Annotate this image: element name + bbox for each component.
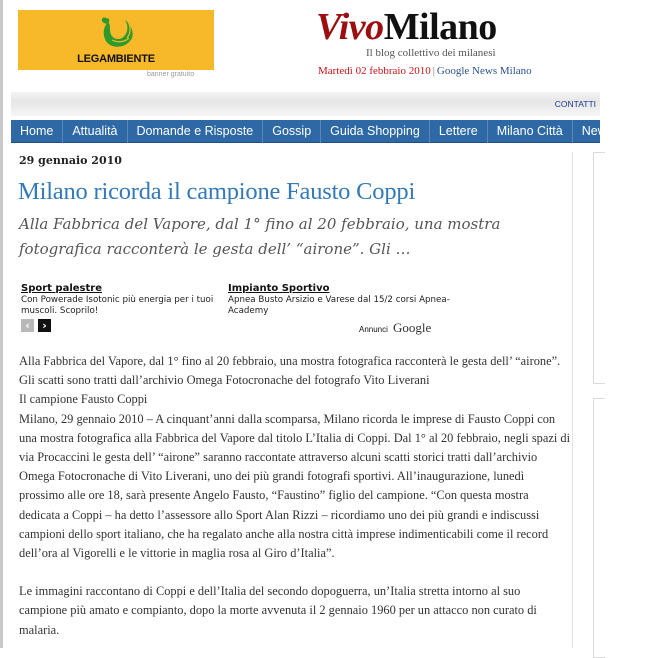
banner-note: banner gratuito [147,71,195,78]
nav-item-lettere[interactable]: Lettere [430,120,488,143]
sidebar-widget-box-2 [593,398,605,658]
main-nav [11,120,644,143]
ad-item [228,283,453,317]
contatti-link[interactable]: CONTATTI [554,99,596,109]
page-left-border [0,0,3,648]
utility-bar [11,92,600,116]
google-logo-text: Google [393,320,432,335]
article-paragraph: Gli scatti sono tratti dall’archivio Omega Fotocronache del fotografo Vito Liverani [19,373,430,388]
sidebar-widget-box [593,152,605,384]
post-date: 29 gennaio 2010 [19,154,122,167]
nav-item-home[interactable]: Home [11,120,63,143]
ad-text: Con Powerade Isotonic più energia per i tuoi muscoli. Scoprilo! [21,295,214,316]
ad-item [21,283,226,317]
nav-item-milano-citta[interactable]: Milano Città [488,120,573,143]
ad-next-chevron-right-icon[interactable]: › [38,319,51,332]
nav-item-domande-e-risposte[interactable]: Domande e Risposte [128,120,264,143]
legambiente-swan-logo-icon [98,14,136,50]
article-body [19,352,571,640]
ad-text: Apnea Busto Arsizio e Varese dal 15/2 corsi Apnea-Academy [228,295,450,316]
article-paragraph: Le immagini raccontano di Coppi e dell’Italia del secondo dopoguerra, un’Italia stretta intorno al suo campione più amato e compianto, dopo la morte avvenuta il 2 gennaio 1960 per un attacco non curato di malaria. [19,584,537,637]
legambiente-banner[interactable] [18,10,214,70]
banner-sponsor-name: LEGAMBIENTE [77,53,155,65]
annunci-label: Annunci [359,325,388,334]
article-paragraph: Milano, 29 gennaio 2010 – A cinquant’anni dalla scomparsa, Milano ricorda le imprese di Fausto Coppi con una mostra fotografica alla Fabbrica del Vapore dal titolo L’Italia di Coppi. Dal 1° al 20 febbraio, negli spazi di via Procaccini le gesta dell’ “airone” saranno raccontate attraverso alcuni scatti storici tratti dall’archivio Omega Fotocronache di Vito Liverani, uno dei più grandi fotografi sportivi. All’inaugurazione, lunedì prossimo alle ore 18, sarà presente Angelo Fausto, “Faustino” figlio del campione. “Con questa mostra dedicata a Coppi – ha detto l’assessore allo Sport Alan Rizzi – ricordiamo uno dei più grandi e indiscussi campioni dello sport italiano, che ha regalato anche alla nostra città imprese indimenticabili come il record dell’ora al Vigorelli e le vittorie in maglia rosa al Giro d’Italia”. [19,411,571,561]
nav-item-newsflash[interactable]: NewsFlash [581,124,644,138]
nav-item-guida-shopping[interactable]: Guida Shopping [321,120,430,143]
current-date: Martedì 02 febbraio 2010 [318,65,431,77]
nav-item-attualita[interactable]: Attualità [63,120,127,143]
ad-title-link[interactable]: Sport palestre [21,283,102,294]
article-paragraph: Alla Fabbrica del Vapore, dal 1° fino al 20 febbraio, una mostra fotografica racconterà le gesta dell’ “airone”. [19,354,561,368]
brand-part-milano: Milano [383,6,497,48]
column-divider [572,152,573,648]
post-title-link[interactable]: Milano ricorda il campione Fausto Coppi [18,178,416,205]
site-logo[interactable] [316,8,497,46]
post-excerpt: Alla Fabbrica del Vapore, dal 1° fino al 20 febbraio, una mostra fotografica racconterà le gesta dell’ “airone”. Gli … [19,215,501,258]
nav-item-gossip[interactable]: Gossip [263,120,321,143]
dateline-separator: | [432,65,435,77]
dateline [318,65,532,77]
annunci-google-link[interactable] [359,317,431,336]
ad-title-link[interactable]: Impianto Sportivo [228,283,330,294]
google-news-milano-link[interactable]: Google News Milano [436,65,532,77]
ad-prev-chevron-left-icon[interactable]: ‹ [21,319,34,332]
brand-part-vivo: Vivo [316,6,384,48]
article-paragraph: Il campione Fausto Coppi [19,392,148,407]
google-ads-block [21,283,450,335]
site-tagline: Il blog collettivo dei milanesi [366,47,496,59]
